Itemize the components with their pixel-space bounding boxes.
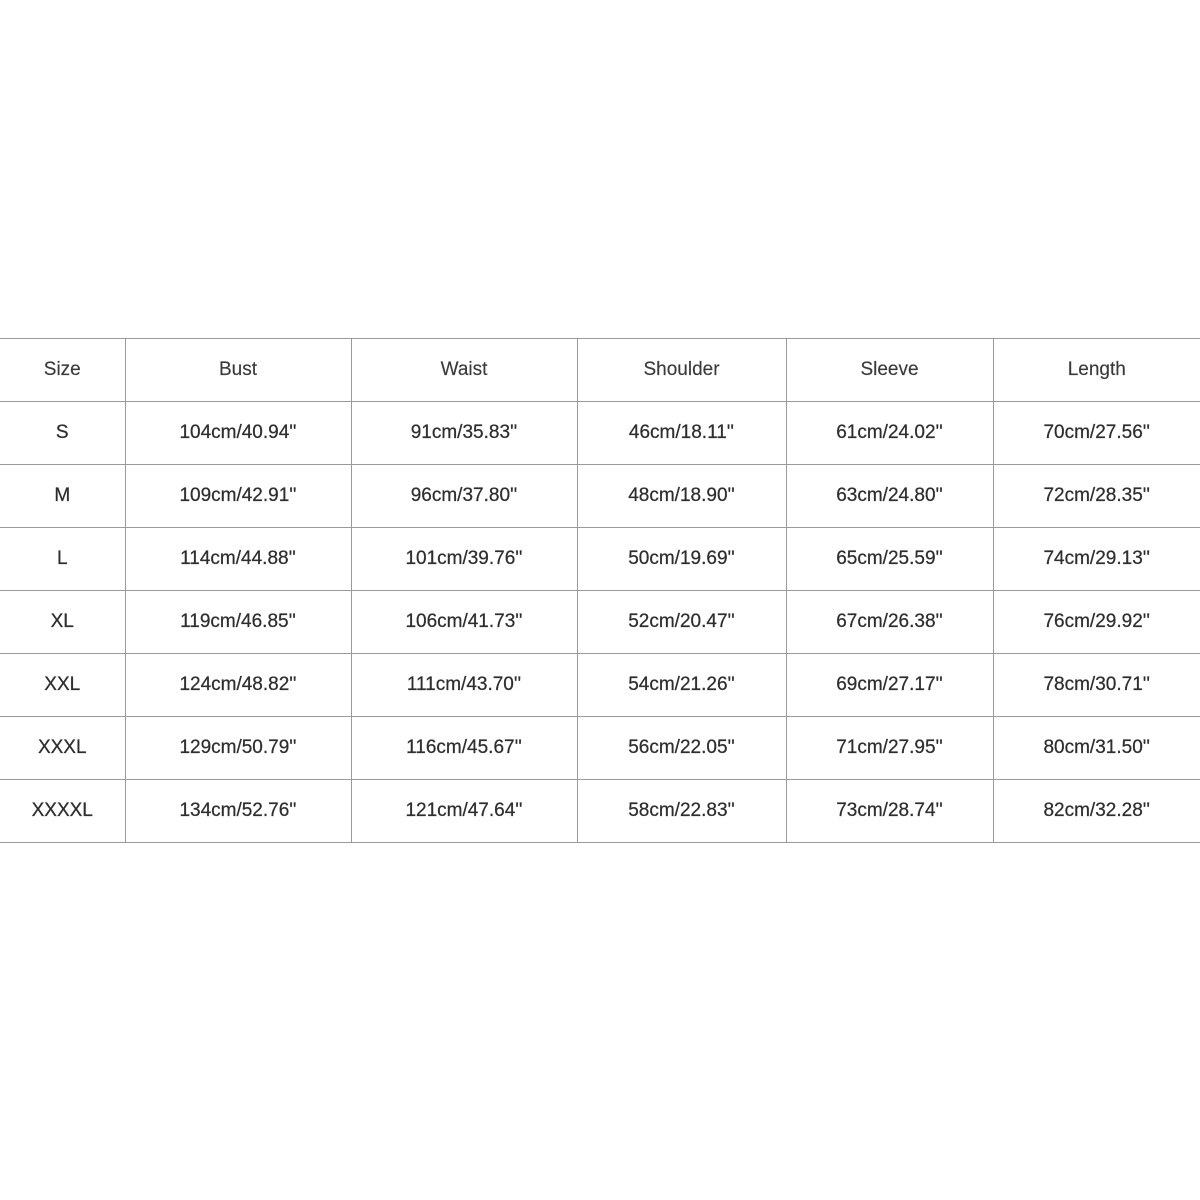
cell-size: XXXXL: [0, 780, 125, 843]
cell-bust: 134cm/52.76'': [125, 780, 351, 843]
table-row: [0, 402, 1200, 465]
table-row: [0, 528, 1200, 591]
cell-size: S: [0, 402, 125, 465]
header-shoulder: Shoulder: [577, 339, 786, 402]
cell-waist: 101cm/39.76'': [351, 528, 577, 591]
table-row: [0, 780, 1200, 843]
cell-bust: 104cm/40.94'': [125, 402, 351, 465]
header-waist: Waist: [351, 339, 577, 402]
cell-length: 70cm/27.56'': [993, 402, 1200, 465]
cell-waist: 111cm/43.70'': [351, 654, 577, 717]
table-row: [0, 465, 1200, 528]
cell-size: XXL: [0, 654, 125, 717]
size-chart-table: [0, 338, 1200, 843]
cell-waist: 121cm/47.64'': [351, 780, 577, 843]
cell-size: L: [0, 528, 125, 591]
cell-size: M: [0, 465, 125, 528]
cell-size: XL: [0, 591, 125, 654]
cell-sleeve: 63cm/24.80'': [786, 465, 993, 528]
cell-size: XXXL: [0, 717, 125, 780]
cell-shoulder: 52cm/20.47'': [577, 591, 786, 654]
cell-sleeve: 69cm/27.17'': [786, 654, 993, 717]
cell-shoulder: 46cm/18.11'': [577, 402, 786, 465]
cell-length: 72cm/28.35'': [993, 465, 1200, 528]
cell-shoulder: 50cm/19.69'': [577, 528, 786, 591]
cell-sleeve: 65cm/25.59'': [786, 528, 993, 591]
header-size: Size: [0, 339, 125, 402]
cell-length: 80cm/31.50'': [993, 717, 1200, 780]
cell-sleeve: 73cm/28.74'': [786, 780, 993, 843]
cell-sleeve: 71cm/27.95'': [786, 717, 993, 780]
cell-shoulder: 48cm/18.90'': [577, 465, 786, 528]
cell-bust: 129cm/50.79'': [125, 717, 351, 780]
header-row: [0, 339, 1200, 402]
cell-shoulder: 54cm/21.26'': [577, 654, 786, 717]
cell-waist: 116cm/45.67'': [351, 717, 577, 780]
table-row: [0, 717, 1200, 780]
cell-bust: 124cm/48.82'': [125, 654, 351, 717]
cell-length: 82cm/32.28'': [993, 780, 1200, 843]
cell-waist: 91cm/35.83'': [351, 402, 577, 465]
cell-bust: 114cm/44.88'': [125, 528, 351, 591]
header-sleeve: Sleeve: [786, 339, 993, 402]
table-row: [0, 591, 1200, 654]
cell-length: 74cm/29.13'': [993, 528, 1200, 591]
cell-length: 76cm/29.92'': [993, 591, 1200, 654]
cell-length: 78cm/30.71'': [993, 654, 1200, 717]
cell-waist: 106cm/41.73'': [351, 591, 577, 654]
table-row: [0, 654, 1200, 717]
header-length: Length: [993, 339, 1200, 402]
header-bust: Bust: [125, 339, 351, 402]
cell-waist: 96cm/37.80'': [351, 465, 577, 528]
cell-sleeve: 67cm/26.38'': [786, 591, 993, 654]
cell-shoulder: 58cm/22.83'': [577, 780, 786, 843]
cell-sleeve: 61cm/24.02'': [786, 402, 993, 465]
cell-bust: 109cm/42.91'': [125, 465, 351, 528]
cell-bust: 119cm/46.85'': [125, 591, 351, 654]
cell-shoulder: 56cm/22.05'': [577, 717, 786, 780]
